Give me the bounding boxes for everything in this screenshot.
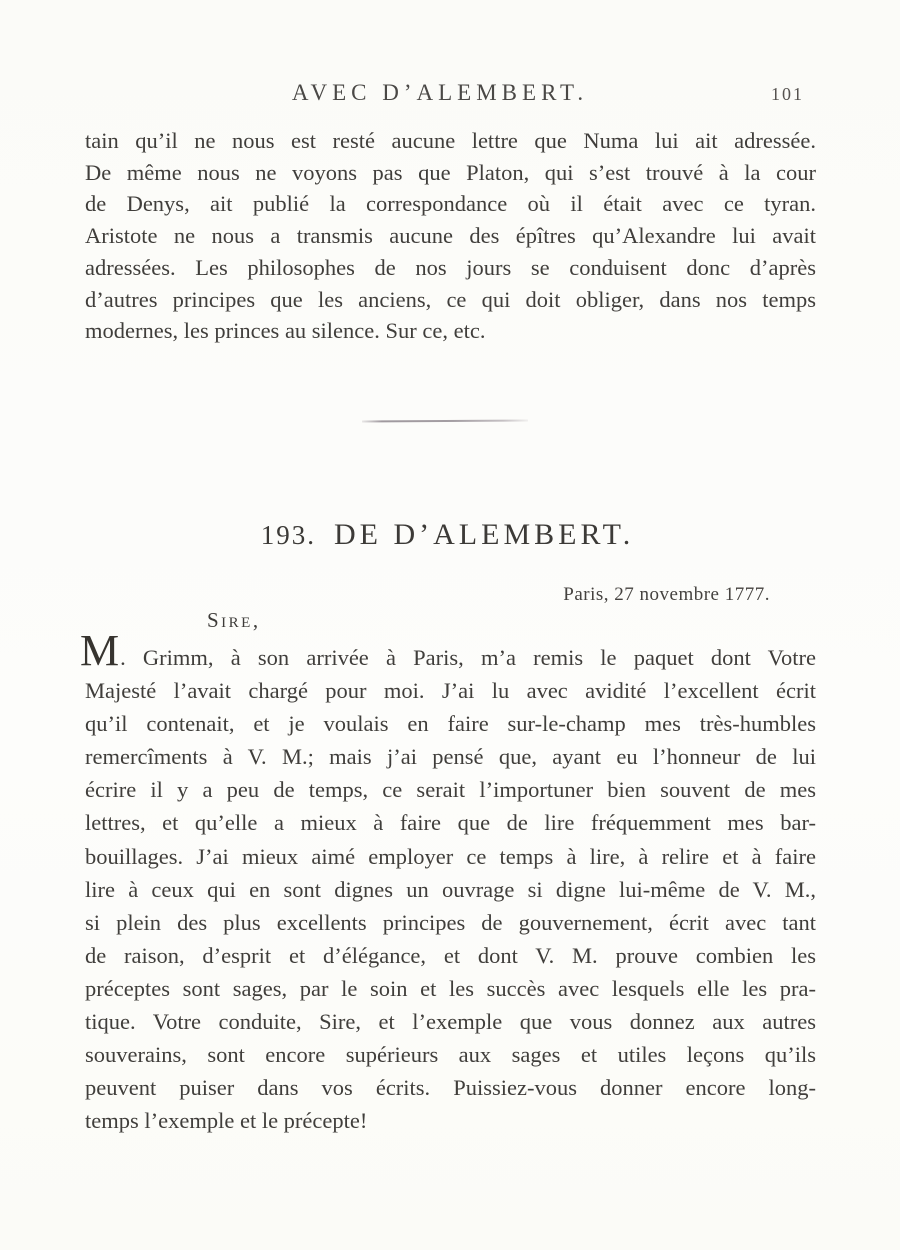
text-line-with-initial [80,626,816,675]
paragraph-end-of-previous-letter [85,125,816,347]
text-line: modernes, les princes au silence. Sur ce, etc. [85,318,486,344]
text-line: . Grimm, à son arrivée à Paris, m’a remis le paquet dont Votre [120,645,816,670]
text-line: bouillages. J’ai mieux aimé employer ce temps à lire, à relire et à faire [85,843,816,869]
letter-body [80,626,816,1137]
section-divider-rule [362,419,528,422]
text-line: lettres, et qu’elle a mieux à faire que de lire fréquemment mes bar- [85,810,816,836]
text-line: préceptes sont sages, par le soin et les succès avec lesquels elle les pra- [85,975,816,1001]
text-line: souverains, sont encore supérieurs aux sages et utiles leçons qu’ils [85,1042,816,1068]
text-line: remercîments à V. M.; mais j’ai pensé que, ayant eu l’honneur de lui [85,744,816,770]
text-line: écrire il y a peu de temps, ce serait l’importuner bien souvent de mes [85,777,816,803]
text-line: Majesté l’avait chargé pour moi. J’ai lu avec avidité l’excellent écrit [85,678,816,704]
running-header-title: AVEC D’ALEMBERT. [291,80,589,105]
text-line: d’autres principes que les anciens, ce qui doit obliger, dans nos temps [85,286,816,312]
letter-dateline: Paris, 27 novembre 1777. [563,584,770,605]
text-line: Aristote ne nous a transmis aucune des épîtres qu’Alexandre lui avait [85,223,816,249]
text-line: lire à ceux qui en sont dignes un ouvrage si digne lui-même de V. M., [85,876,816,902]
letter-salutation: Sire, [207,608,261,632]
text-line: tain qu’il ne nous est resté aucune lettre que Numa lui ait adressée. [85,128,816,153]
text-line: tique. Votre conduite, Sire, et l’exemple que vous donnez aux autres [85,1009,816,1035]
letter-number: 193. [260,520,316,550]
page-number: 101 [771,84,804,104]
letter-heading [0,518,895,552]
letter-title: DE D’ALEMBERT. [333,518,635,551]
text-line: si plein des plus excellents principes de gouvernement, écrit avec tant [85,909,816,935]
text-line: de raison, d’esprit et d’élégance, et dont V. M. prouve combien les [85,942,816,968]
text-line: De même nous ne voyons pas que Platon, qui s’est trouvé à la cour [85,159,816,185]
text-line: qu’il contenait, et je voulais en faire sur-le-champ mes très-humbles [85,711,816,737]
initial-capital: M [80,626,121,675]
text-line: peuvent puiser dans vos écrits. Puissiez-vous donner encore long- [85,1075,816,1101]
text-line: temps l’exemple et le précepte! [85,1108,368,1134]
text-line: de Denys, ait publié la correspondance où il était avec ce tyran. [85,191,816,217]
running-header [0,80,900,110]
text-line: adressées. Les philosophes de nos jours se conduisent donc d’après [85,254,816,280]
